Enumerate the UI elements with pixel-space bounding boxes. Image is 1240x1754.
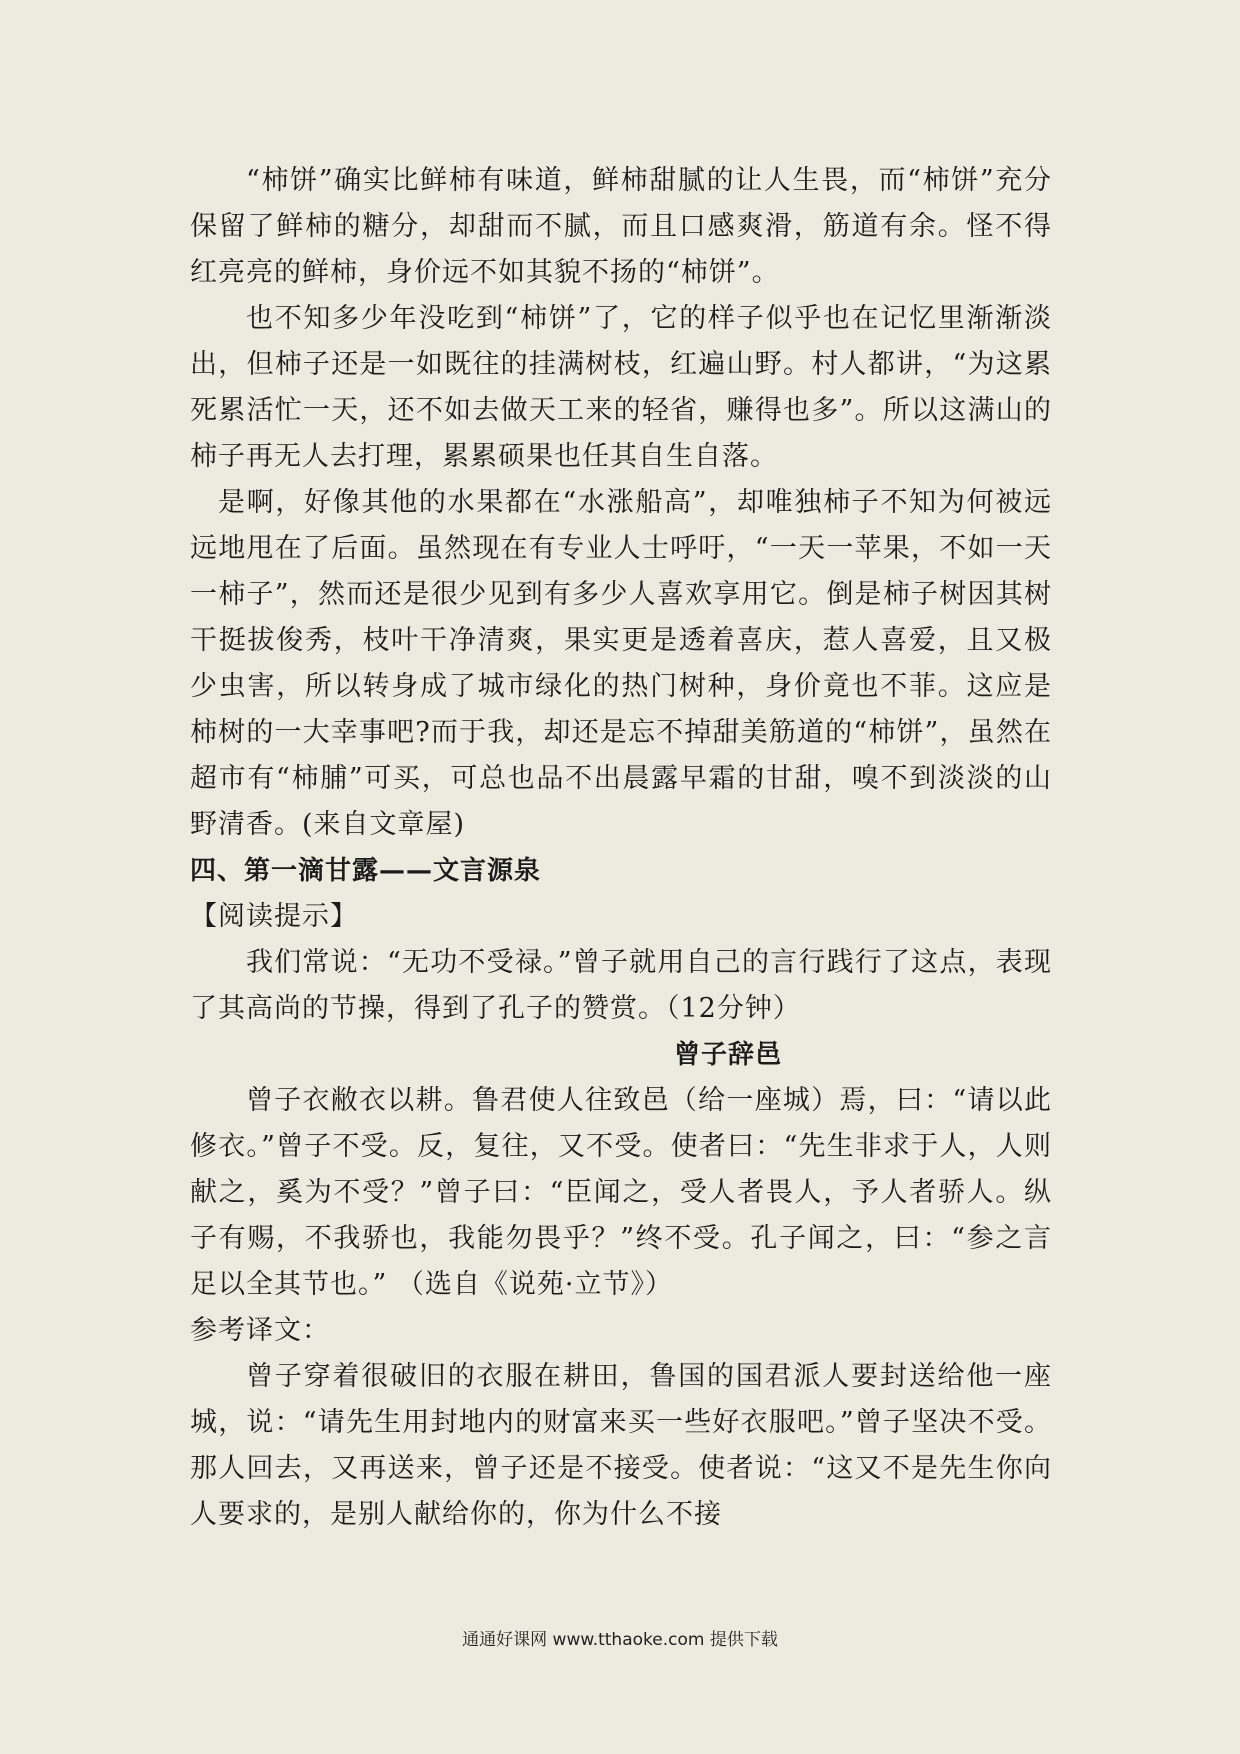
classical-text: 曾子衣敝衣以耕。鲁君使人往致邑（给一座城）焉，曰：“请以此修衣。”曾子不受。反，复往，又不受。使者曰：“先生非求于人，人则献之，奚为不受？”曾子曰：“臣闻之，受人者畏人，予人者骄人。纵子有赐，不我骄也，我能勿畏乎？”终不受。孔子闻之，曰：“参之言足以全其节也。” （选自《说苑·立节》）: [190, 1085, 1052, 1300]
reading-hint-label: 【阅读提示】: [190, 901, 358, 932]
document-body: [190, 158, 1052, 1538]
essay-paragraph-2: 也不知多少年没吃到“柿饼”了，它的样子似乎也在记忆里渐渐淡出，但柿子还是一如既往的挂满树枝，红遍山野。村人都讲，“为这累死累活忙一天，还不如去做天工来的轻省，赚得也多”。所以这满山的柿子再无人去打理，累累硕果也任其自生自落。: [190, 303, 1052, 472]
section-title: 四、第一滴甘露——文言源泉: [190, 856, 542, 886]
translation-label: 参考译文：: [190, 1315, 330, 1346]
essay-paragraph-3: 是啊，好像其他的水果都在“水涨船高”，却唯独柿子不知为何被远远地甩在了后面。虽然现在有专业人士呼吁，“一天一苹果，不如一天一柿子”，然而还是很少见到有多少人喜欢享用它。倒是柿子树因其树干挺拔俊秀，枝叶干净清爽，果实更是透着喜庆，惹人喜爱，且又极少虫害，所以转身成了城市绿化的热门树种，身价竟也不菲。这应是柿树的一大幸事吧?而于我，却还是忘不掉甜美筋道的“柿饼”，虽然在超市有“柿脯”可买，可总也品不出晨露早霜的甘甜，嗅不到淡淡的山野清香。(来自文章屋): [190, 487, 1052, 840]
reading-hint-text: 我们常说：“无功不受禄。”曾子就用自己的言行践行了这点，表现了其高尚的节操，得到了孔子的赞赏。（12分钟）: [190, 947, 1052, 1024]
essay-paragraph-1: “柿饼”确实比鲜柿有味道，鲜柿甜腻的让人生畏，而“柿饼”充分保留了鲜柿的糖分，却甜而不腻，而且口感爽滑，筋道有余。怪不得红亮亮的鲜柿，身价远不如其貌不扬的“柿饼”。: [190, 165, 1052, 288]
classical-text-title: 曾子辞邑: [674, 1040, 783, 1070]
translation-text: 曾子穿着很破旧的衣服在耕田，鲁国的国君派人要封送给他一座城，说：“请先生用封地内的财富来买一些好衣服吧。”曾子坚决不受。那人回去，又再送来，曾子还是不接受。使者说：“这又不是先生你向人要求的，是别人献给你的，你为什么不接: [190, 1361, 1052, 1530]
page-footer: 通通好课网 www.tthaoke.com 提供下载: [462, 1630, 778, 1650]
